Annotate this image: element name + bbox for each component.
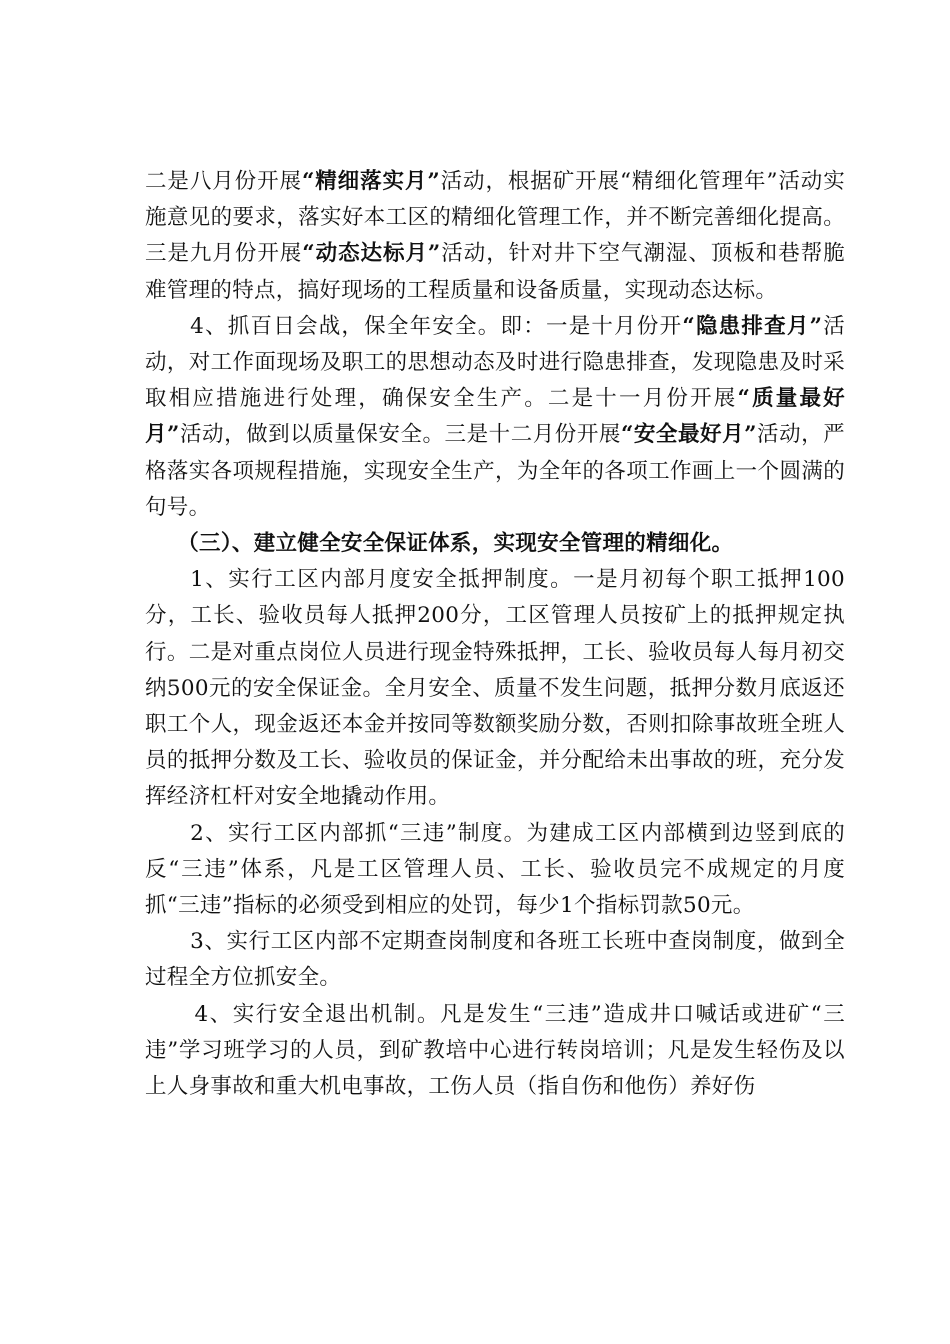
text-segment: 活动，根据矿开展“精细化管理年”活动实施意见的要求，落实好本工区的精细化管理工作，并不断完善细化提高。三是九月份开展 xyxy=(145,169,845,267)
section-heading: （三）、建立健全安全保证体系，实现安全管理的精细化。 xyxy=(177,531,734,557)
paragraph-spot-checks: 3、实行工区内部不定期查岗制度和各班工长班中查岗制度，做到全过程全方位抓安全。 xyxy=(145,929,845,991)
bold-term-best-safety-month: “安全最好月” xyxy=(620,422,757,448)
text-segment: 活动，严格落实各项规程措施，实现安全生产，为全年的各项工作画上一个圆满的句号。 xyxy=(145,422,845,520)
bold-term-dynamic-standard-month: “动态达标月” xyxy=(302,241,441,267)
bold-term-fine-implementation-month: “精细落实月” xyxy=(301,169,441,194)
text-segment: 活动，对工作面现场及职工的思想动态及时进行隐患排查，发现隐患及时采取相应措施进行处理，确保安全生产。二是十一月份开展 xyxy=(145,313,845,412)
text-segment: 4、抓百日会战，保全年安全。即：一是十月份开 xyxy=(190,313,683,339)
bold-term-best-quality-month: “质量最好月” xyxy=(145,386,845,448)
paragraph-fine-implementation xyxy=(145,164,845,309)
paragraph-three-violations: 2、实行工区内部抓“三违”制度。为建成工区内部横到边竖到底的反“三违”体系，凡是工区管理人员、工长、验收员完不成规定的月度抓“三违”指标的必须受到相应的处罚，每少1个指标罚款50元。 xyxy=(145,820,845,919)
paragraph-safety-pledge: 1、实行工区内部月度安全抵押制度。一是月初每个职工抵押100分，工长、验收员每人抵押200分，工区管理人员按矿上的抵押规定执行。二是对重点岗位人员进行现金特殊抵押，工长、验收员每人每月初交纳500元的安全保证金。全月安全、质量不发生问题，抵押分数月底返还职工个人，现金返还本金并按同等数额奖励分数，否则扣除事故班全班人员的抵押分数及工长、验收员的保证金，并分配给未出事故的班，充分发挥经济杠杆对安全地撬动作用。 xyxy=(145,567,845,810)
text-segment: 活动，针对井下空气潮湿、顶板和巷帮脆难管理的特点，搞好现场的工程质量和设备质量，实现动态达标。 xyxy=(145,241,845,303)
text-segment: 二是八月份开展 xyxy=(145,169,302,194)
paragraph-safety-exit: 4、实行安全退出机制。凡是发生“三违”造成井口喊话或进矿“三违”学习班学习的人员，到矿教培中心进行转岗培训；凡是发生轻伤及以上人身事故和重大机电事故，工伤人员（指自伤和他伤）养好伤 xyxy=(145,1001,845,1100)
paragraph-hundred-day-campaign xyxy=(145,309,845,526)
bold-term-hazard-inspection-month: “隐患排查月” xyxy=(682,313,823,339)
document-body xyxy=(145,164,845,1105)
text-segment: 活动，做到以质量保安全。三是十二月份开展 xyxy=(179,422,621,448)
